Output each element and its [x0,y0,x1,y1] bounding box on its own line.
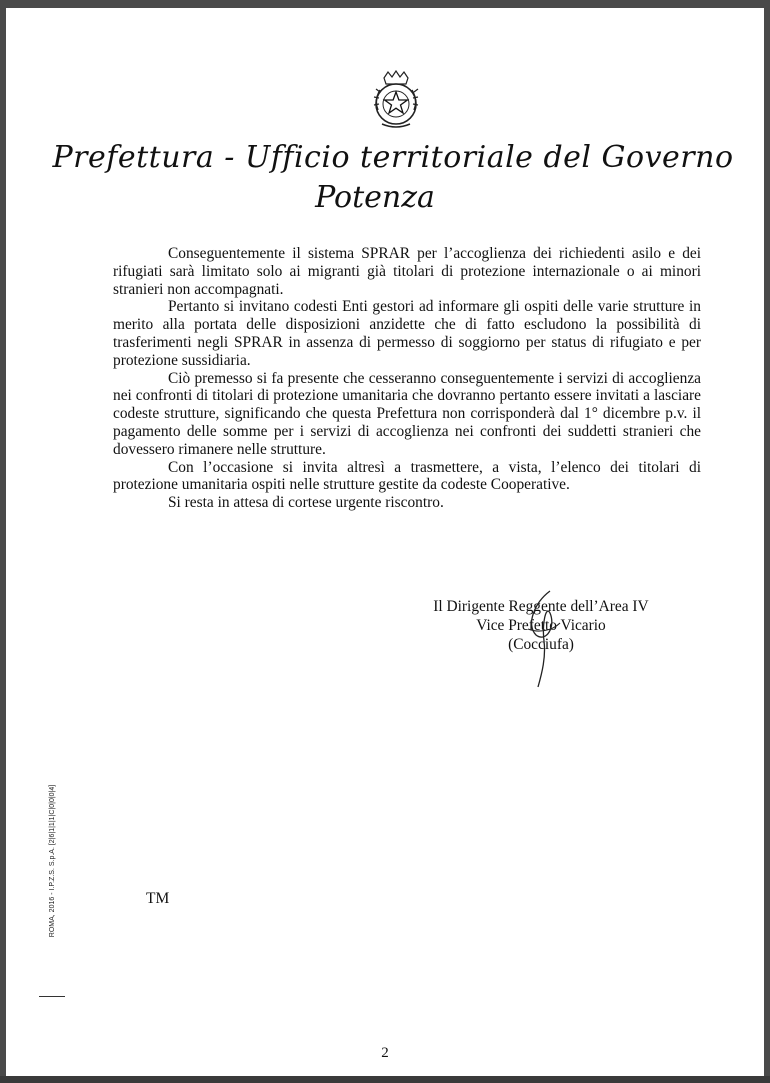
paragraph-4: Con l’occasione si invita altresì a trasmettere, a vista, l’elenco dei titolari di protezione umanitaria ospiti nelle strutture gestite da codeste Cooperative. [113,458,701,494]
author-initials: TM [146,890,170,907]
page-number: 2 [381,1045,389,1061]
document-page [6,8,764,1076]
paragraph-5: Si resta in attesa di cortese urgente riscontro. [168,494,444,512]
viewer-bottom-edge [0,1076,770,1083]
paragraph-1: Conseguentemente il sistema SPRAR per l’accoglienza dei richiedenti asilo e dei rifugiati sarà limitato solo ai migranti già titolari di protezione internazionale o ai minori stranieri non accompagnati. [113,245,701,298]
handwritten-signature [516,583,566,693]
print-serial-number: ROMA, 2016 - I.P.Z.S. S.p.A. [2|6|1|1|1|C|0|0|0|4] [49,784,56,938]
republic-emblem-icon [368,70,424,132]
letter-body [113,245,701,512]
signatory-role: Il Dirigente Reggente dell’Area IV [433,598,649,615]
paragraph-2: Pertanto si invitano codesti Enti gestori ad informare gli ospiti delle varie strutture in merito alla portata delle disposizioni anzidette che di fatto escludono la possibilità di trasferimenti negli SPRAR in assenza di permesso di soggiorno per status di rifugiato e per protezione sussidiaria. [113,298,701,369]
signatory-title: Vice Prefetto Vicario [476,617,606,634]
letterhead-title: Prefettura - Ufficio territoriale del Governo [52,140,734,175]
margin-rule [39,996,65,997]
signatory-name: (Cocciufa) [508,636,574,653]
paragraph-3: Ciò premesso si fa presente che cesseranno conseguentemente i servizi di accoglienza nei confronti di titolari di protezione umanitaria che dovranno pertanto essere invitati a lasciare codeste strutture, significando che questa Prefettura non corrisponderà dal 1° dicembre p.v. il pagamento delle somme per i servizi di accoglienza nei confronti dei suddetti stranieri che dovessero rimanere nelle strutture. [113,369,701,458]
letterhead-city: Potenza [315,180,435,215]
